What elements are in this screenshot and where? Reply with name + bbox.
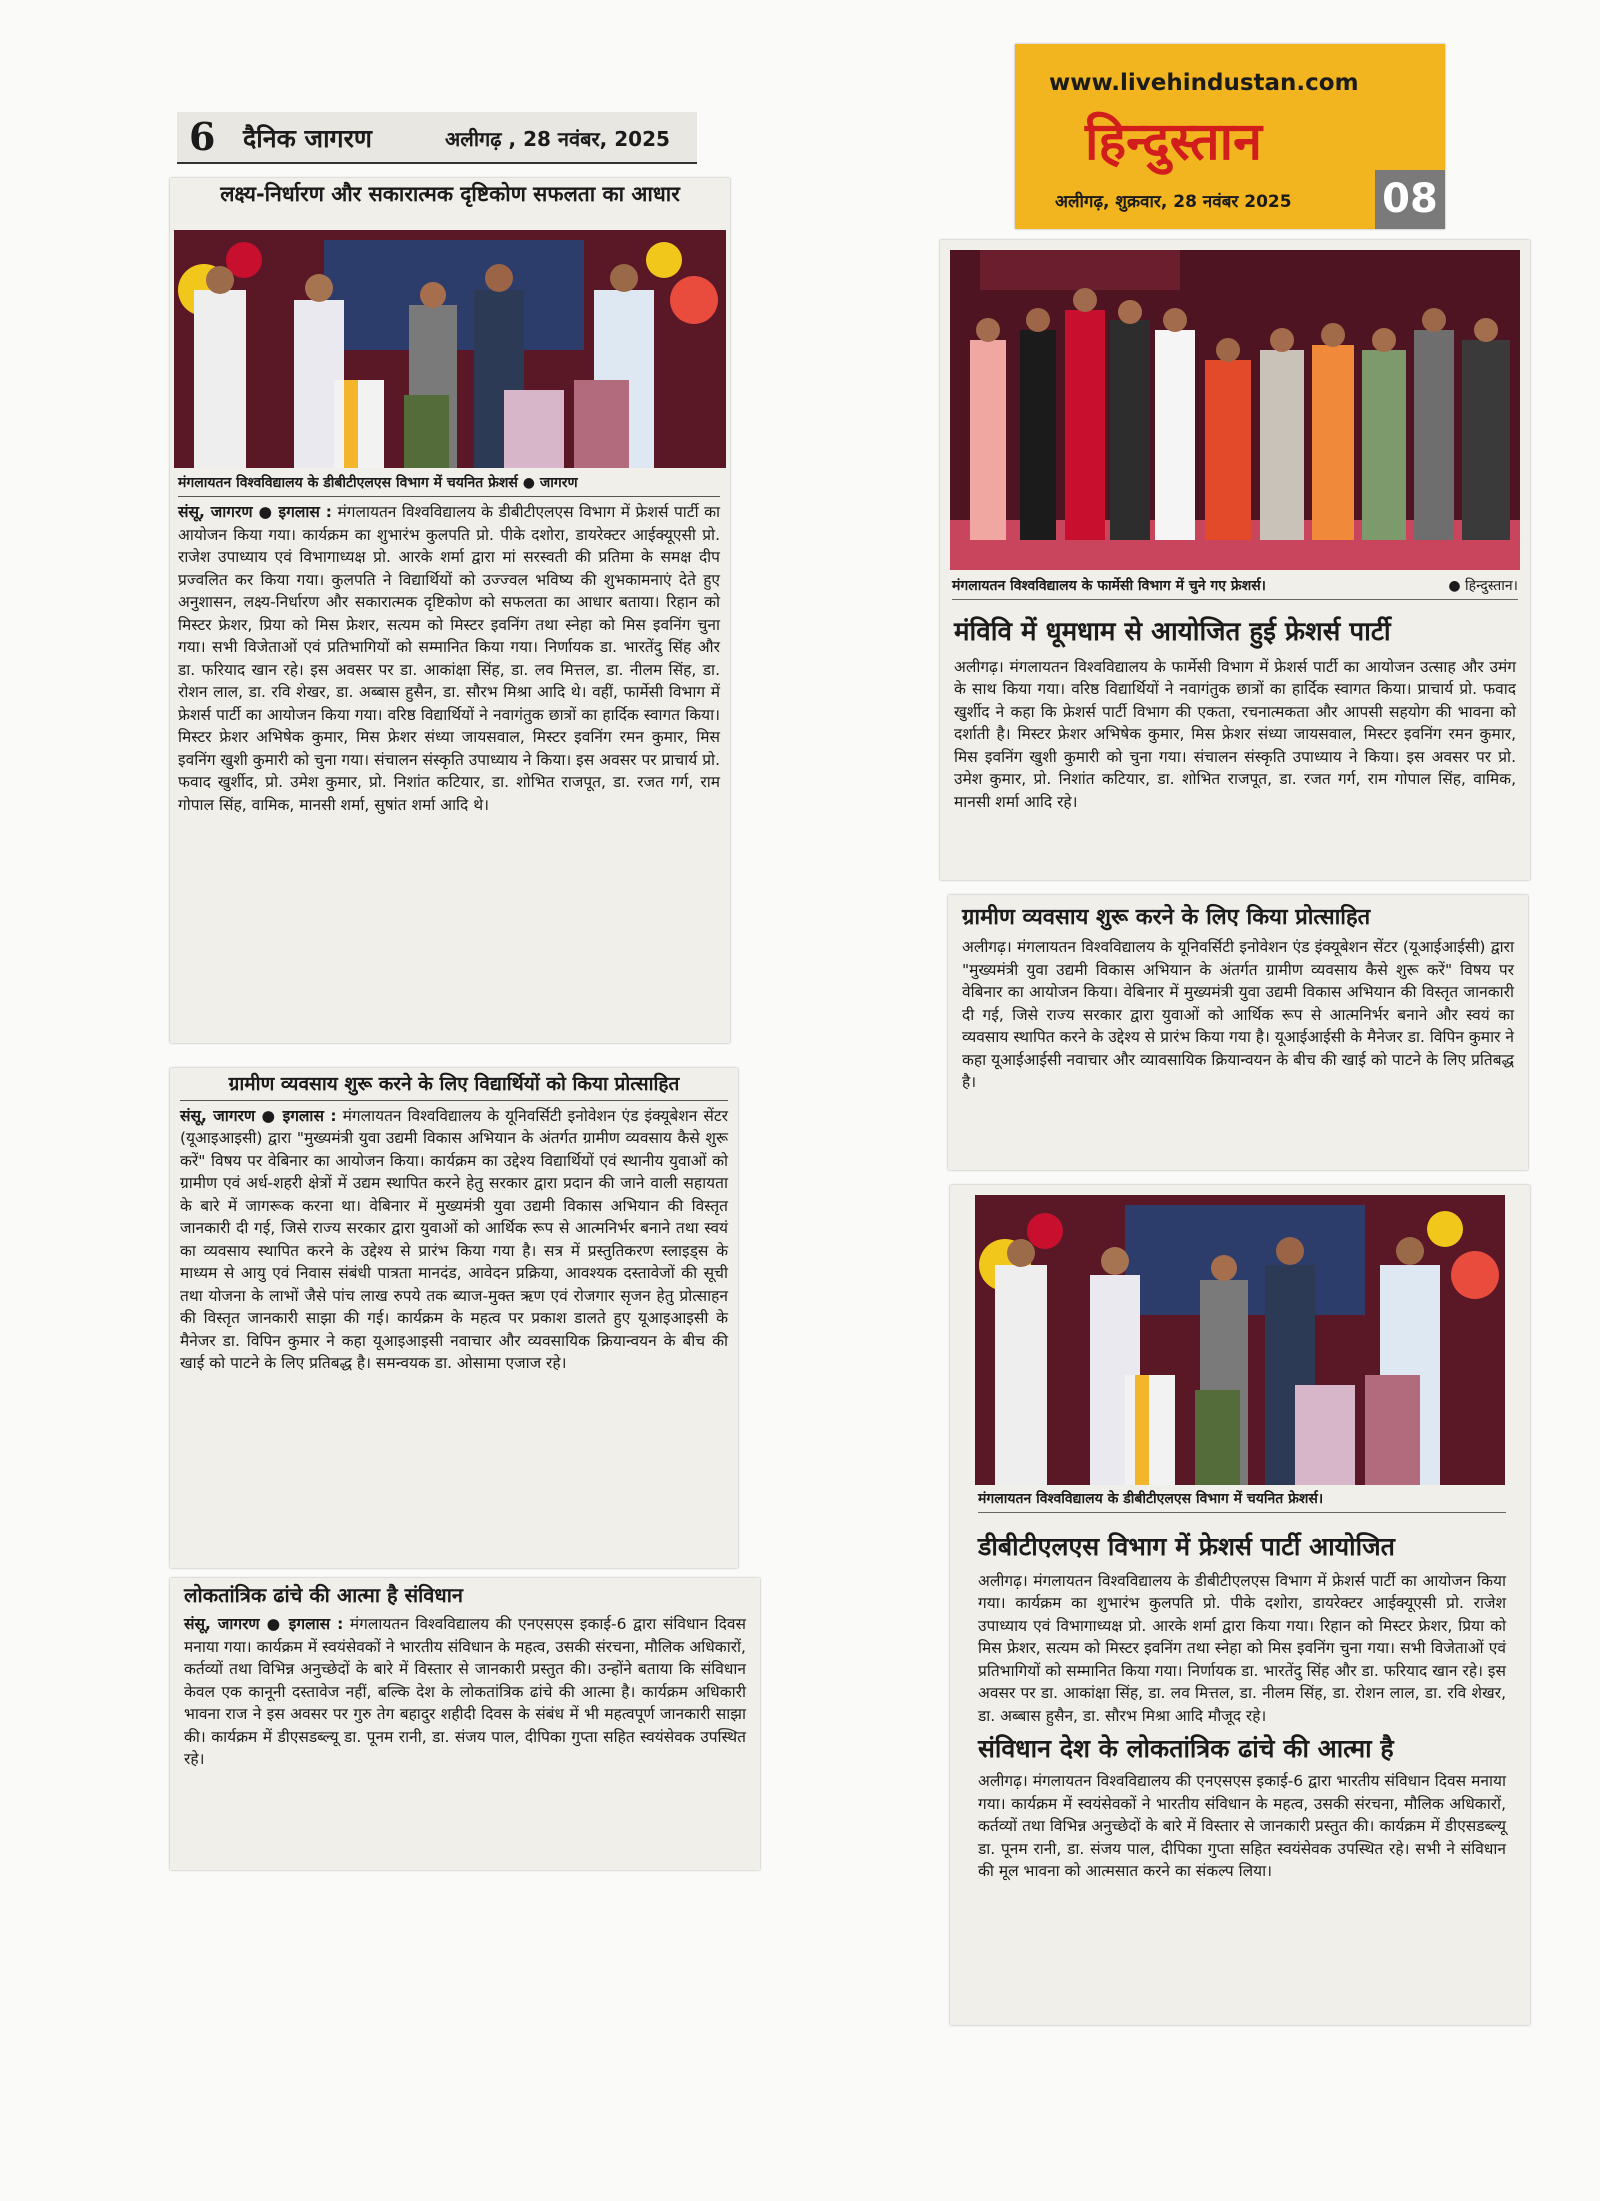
jagran-paper-name: दैनिक जागरण (243, 124, 372, 153)
jagran-story3-body: मंगलायतन विश्वविद्यालय की एनएसएस इकाई-6 द्वारा संविधान दिवस मनाया गया। कार्यक्रम में स्वयंसेवकों ने भारतीय संविधान के महत्व, उसकी संरचना, मौलिक अधिकारों, कर्तव्यों तथा विभिन्न अनुच्छेदों के बारे में विस्तार से जानकारी प्रस्तुत की। उन्होंने बताया कि संविधान केवल एक कानूनी दस्तावेज नहीं, बल्कि देश के लोकतांत्रिक ढांचे की आत्मा है। कार्यक्रम अधिकारी भावना राज ने इस अवसर पर गुरु तेग बहादुर शहीदी दिवस के संबंध में भी महत्वपूर्ण जानकारी साझा की। कार्यक्रम में डीएसडब्ल्यू डा. पूनम रानी, डा. संजय पाल, दीपिका गुप्ता सहित स्वयंसेवक उपस्थित रहे। (184, 1615, 746, 1768)
hindustan-dateline: अलीगढ़, शुक्रवार, 28 नवंबर 2025 (1055, 192, 1292, 212)
hindustan-masthead (1015, 44, 1445, 229)
hindustan-website: www.livehindustan.com (1049, 70, 1359, 96)
hindustan-story1-credit: ● हिन्दुस्तान। (1448, 578, 1518, 594)
hindustan-dbtls-photo (975, 1195, 1505, 1485)
hindustan-story1-body: अलीगढ़। मंगलायतन विश्वविद्यालय के फार्मेसी विभाग में फ्रेशर्स पार्टी का आयोजन उत्साह और उमंग के साथ किया गया। वरिष्ठ विद्यार्थियों ने नवागंतुक छात्रों का हार्दिक स्वागत किया। प्राचार्य प्रो. फवाद खुर्शीद ने कहा कि फ्रेशर्स पार्टी विभाग की एकता, रचनात्मकता और आपसी सहयोग की भावना को दर्शाती है। मिस्टर फ्रेशर अभिषेक कुमार, मिस फ्रेशर संध्या जायसवाल, मिस्टर इवनिंग रमन कुमार, मिस इवनिंग खुशी कुमारी को चुना गया। संचालन संस्कृति उपाध्याय ने किया। इस अवसर पर प्रो. उमेश कुमार, प्रो. निशांत कटियार, डा. शोभित राजपूत, डा. रजत गर्ग, राम गोपाल सिंह, वामिक, मानसी शर्मा आदि रहे। (954, 657, 1516, 811)
jagran-story1-body: मंगलायतन विश्वविद्यालय के डीबीटीएलएस विभाग में फ्रेशर्स पार्टी का आयोजन किया गया। कार्यक्रम का शुभारंभ कुलपति प्रो. पीके दशोरा, डायरेक्टर आईक्यूएसी प्रो. राजेश उपाध्याय एवं विभागाध्यक्ष प्रो. आरके शर्मा द्वारा मां सरस्वती की प्रतिमा के समक्ष दीप प्रज्वलित कर किया गया। कुलपति ने विद्यार्थियों को उज्ज्वल भविष्य की शुभकामनाएं देते हुए अनुशासन, लक्ष्य-निर्धारण और सकारात्मक दृष्टिकोण को सफलता का आधार बताया। रिहान को मिस्टर फ्रेशर, प्रिया को मिस फ्रेशर, सत्यम को मिस्टर इवनिंग तथा स्नेहा को मिस इवनिंग चुना गया। सभी विजेताओं एवं प्रतिभागियों को सम्मानित किया गया। निर्णायक डा. भारतेंदु सिंह और डा. फरियाद खान रहे। इस अवसर पर डा. आकांक्षा सिंह, डा. लव मित्तल, डा. नीलम सिंह, डा. रोशन लाल, डा. रवि शेखर, डा. अब्बास हुसैन, डा. सौरभ मिश्रा आदि थे। वहीं, फार्मेसी विभाग में फ्रेशर्स पार्टी का आयोजन किया गया। वरिष्ठ विद्यार्थियों ने नवागंतुक छात्रों का हार्दिक स्वागत किया। मिस्टर फ्रेशर अभिषेक कुमार, मिस फ्रेशर संध्या जायसवाल, मिस्टर इवनिंग रमन कुमार, मिस इवनिंग खुशी कुमारी को चुना गया। संचालन संस्कृति उपाध्याय ने किया। इस अवसर पर प्राचार्य प्रो. फवाद खुर्शीद, प्रो. उमेश कुमार, प्रो. निशांत कटियार, डा. शोभित राजपूत, डा. रजत गर्ग, राम गोपाल सिंह, वामिक, मानसी शर्मा, सुषांत शर्मा आदि थे। (178, 503, 720, 814)
jagran-freshers-photo (174, 230, 726, 468)
jagran-story1-lead: संसू, जागरण ● इगलास : (178, 503, 332, 521)
hindustan-story-dbtls (950, 1185, 1530, 2025)
hindustan-story3-body: अलीगढ़। मंगलायतन विश्वविद्यालय के डीबीटीएलएस विभाग में फ्रेशर्स पार्टी का आयोजन किया गया। कार्यक्रम का शुभारंभ कुलपति प्रो. पीके दशोरा, डायरेक्टर आईक्यूएसी प्रो. राजेश उपाध्याय एवं विभागाध्यक्ष प्रो. आरके शर्मा द्वारा किया गया। रिहान को मिस्टर फ्रेशर, प्रिया को मिस फ्रेशर, सत्यम को मिस्टर इवनिंग तथा स्नेहा को मिस इवनिंग चुना गया। सभी विजेताओं एवं प्रतिभागियों को सम्मानित किया गया। निर्णायक डा. भारतेंदु सिंह और डा. फरियाद खान रहे। इस अवसर पर डा. आकांक्षा सिंह, डा. लव मित्तल, डा. नीलम सिंह, डा. रोशन लाल, डा. रवि शेखर, डा. अब्बास हुसैन, डा. सौरभ मिश्रा आदि मौजूद रहे। (978, 1571, 1506, 1725)
hindustan-paper-name: हिन्दुस्तान (1085, 111, 1262, 172)
hindustan-story2-body: अलीगढ़। मंगलायतन विश्वविद्यालय के यूनिवर्सिटी इनोवेशन एंड इंक्यूबेशन सेंटर (यूआईआईसी) द्वारा "मुख्यमंत्री युवा उद्यमी विकास अभियान के अंतर्गत ग्रामीण व्यवसाय कैसे शुरू करें" विषय पर वेबिनार का आयोजन किया। वेबिनार में मुख्यमंत्री युवा उद्यमी विकास अभियान की विस्तृत जानकारी दी गई, जिसे राज्य सरकार द्वारा युवाओं को आर्थिक रूप से आत्मनिर्भर बनाने और स्वयं का व्यवसाय स्थापित करने के उद्देश्य से प्रारंभ किया गया है। यूआईआईसी के मैनेजर डा. विपिन कुमार ने कहा यूआईआईसी नवाचार और व्यावसायिक क्रियान्वयन के बीच की खाई को पाटने के लिए प्रतिबद्ध है। (962, 938, 1514, 1092)
jagran-story1-headline: लक्ष्य-निर्धारण और सकारात्मक दृष्टिकोण सफलता का आधार (220, 182, 680, 206)
jagran-page-number: 6 (189, 114, 216, 159)
hindustan-page-number: 08 (1375, 170, 1445, 229)
hindustan-story1-caption: मंगलायतन विश्वविद्यालय के फार्मेसी विभाग में चुने गए फ्रेशर्स। (952, 578, 1266, 594)
hindustan-story4-headline: संविधान देश के लोकतांत्रिक ढांचे की आत्मा है (978, 1734, 1394, 1764)
hindustan-story3-headline: डीबीटीएलएस विभाग में फ्रेशर्स पार्टी आयोजित (978, 1532, 1395, 1561)
hindustan-story4-body: अलीगढ़। मंगलायतन विश्वविद्यालय की एनएसएस इकाई-6 द्वारा भारतीय संविधान दिवस मनाया गया। कार्यक्रम में स्वयंसेवकों ने भारतीय संविधान के महत्व, उसकी संरचना, मौलिक अधिकारों, कर्तव्यों तथा विभिन्न अनुच्छेदों के बारे में विस्तार से जानकारी प्रस्तुत की। कार्यक्रम में डीएसडब्ल्यू डा. पूनम रानी, डा. संजय पाल, दीपिका गुप्ता सहित स्वयंसेवक उपस्थित रहे। सभी ने संविधान की मूल भावना को आत्मसात करने का संकल्प लिया। (978, 1772, 1506, 1880)
jagran-masthead (177, 112, 697, 164)
jagran-dateline: अलीगढ़ , 28 नवंबर, 2025 (445, 127, 670, 151)
hindustan-story-pharmacy (940, 240, 1530, 880)
jagran-story3-lead: संसू, जागरण ● इगलास : (184, 1615, 344, 1633)
jagran-story-rural-business (170, 1068, 738, 1568)
hindustan-story-rural-business (948, 895, 1528, 1170)
hindustan-story2-headline: ग्रामीण व्यवसाय शुरू करने के लिए किया प्रोत्साहित (962, 905, 1371, 930)
jagran-story3-headline: लोकतांत्रिक ढांचे की आत्मा है संविधान (184, 1583, 463, 1607)
hindustan-story3-caption: मंगलायतन विश्वविद्यालय के डीबीटीएलएस विभाग में चयनित फ्रेशर्स। (978, 1489, 1506, 1513)
jagran-story1-caption: मंगलायतन विश्वविद्यालय के डीबीटीएलएस विभाग में चयनित फ्रेशर्स ● जागरण (178, 473, 720, 497)
jagran-story2-body: मंगलायतन विश्वविद्यालय के यूनिवर्सिटी इनोवेशन एंड इंक्यूबेशन सेंटर (यूआइआइसी) द्वारा "मुख्यमंत्री युवा उद्यमी विकास अभियान के अंतर्गत ग्रामीण व्यवसाय कैसे शुरू करें" विषय पर वेबिनार का आयोजन किया। कार्यक्रम का उद्देश्य विद्यार्थियों एवं स्थानीय युवाओं को ग्रामीण एवं अर्ध-शहरी क्षेत्रों में उद्यम स्थापित करने हेतु सरकार द्वारा प्रदान की जाने वाली सहायता के बारे में जागरूक करना था। वेबिनार में मुख्यमंत्री युवा उद्यमी विकास अभियान की विस्तृत जानकारी दी गई, जिसे राज्य सरकार द्वारा युवाओं को आर्थिक रूप से आत्मनिर्भर बनाने तथा स्वयं का व्यवसाय स्थापित करने के उद्देश्य से प्रारंभ किया गया है। सत्र में प्रस्तुतिकरण स्लाइड्स के माध्यम से आयु एवं निवास संबंधी पात्रता मानदंड, आवेदन प्रक्रिया, आवश्यक दस्तावेजों की सूची तथा योजना के लाभों जैसे पांच लाख रुपये तक ब्याज-मुक्त ऋण एवं रोजगार सृजन हेतु प्रोत्साहन की विस्तृत जानकारी साझा की गई। कार्यक्रम के महत्व पर प्रकाश डालते हुए यूआइआइसी के मैनेजर डा. विपिन कुमार ने कहा यूआइआइसी नवाचार और व्यवसायिक क्रियान्वयन के बीच की खाई को पाटने के लिए प्रतिबद्ध है। समन्वयक डा. ओसामा एजाज रहे। (180, 1106, 728, 1373)
jagran-story2-headline: ग्रामीण व्यवसाय शुरू करने के लिए विद्यार्थियों को किया प्रोत्साहित (180, 1074, 728, 1101)
hindustan-story1-headline: मंविवि में धूमधाम से आयोजित हुई फ्रेशर्स पार्टी (954, 617, 1391, 647)
jagran-story2-lead: संसू, जागरण ● इगलास : (180, 1106, 337, 1125)
jagran-story-constitution (170, 1578, 760, 1870)
hindustan-pharmacy-photo (950, 250, 1520, 570)
jagran-story-freshers (170, 178, 730, 1043)
